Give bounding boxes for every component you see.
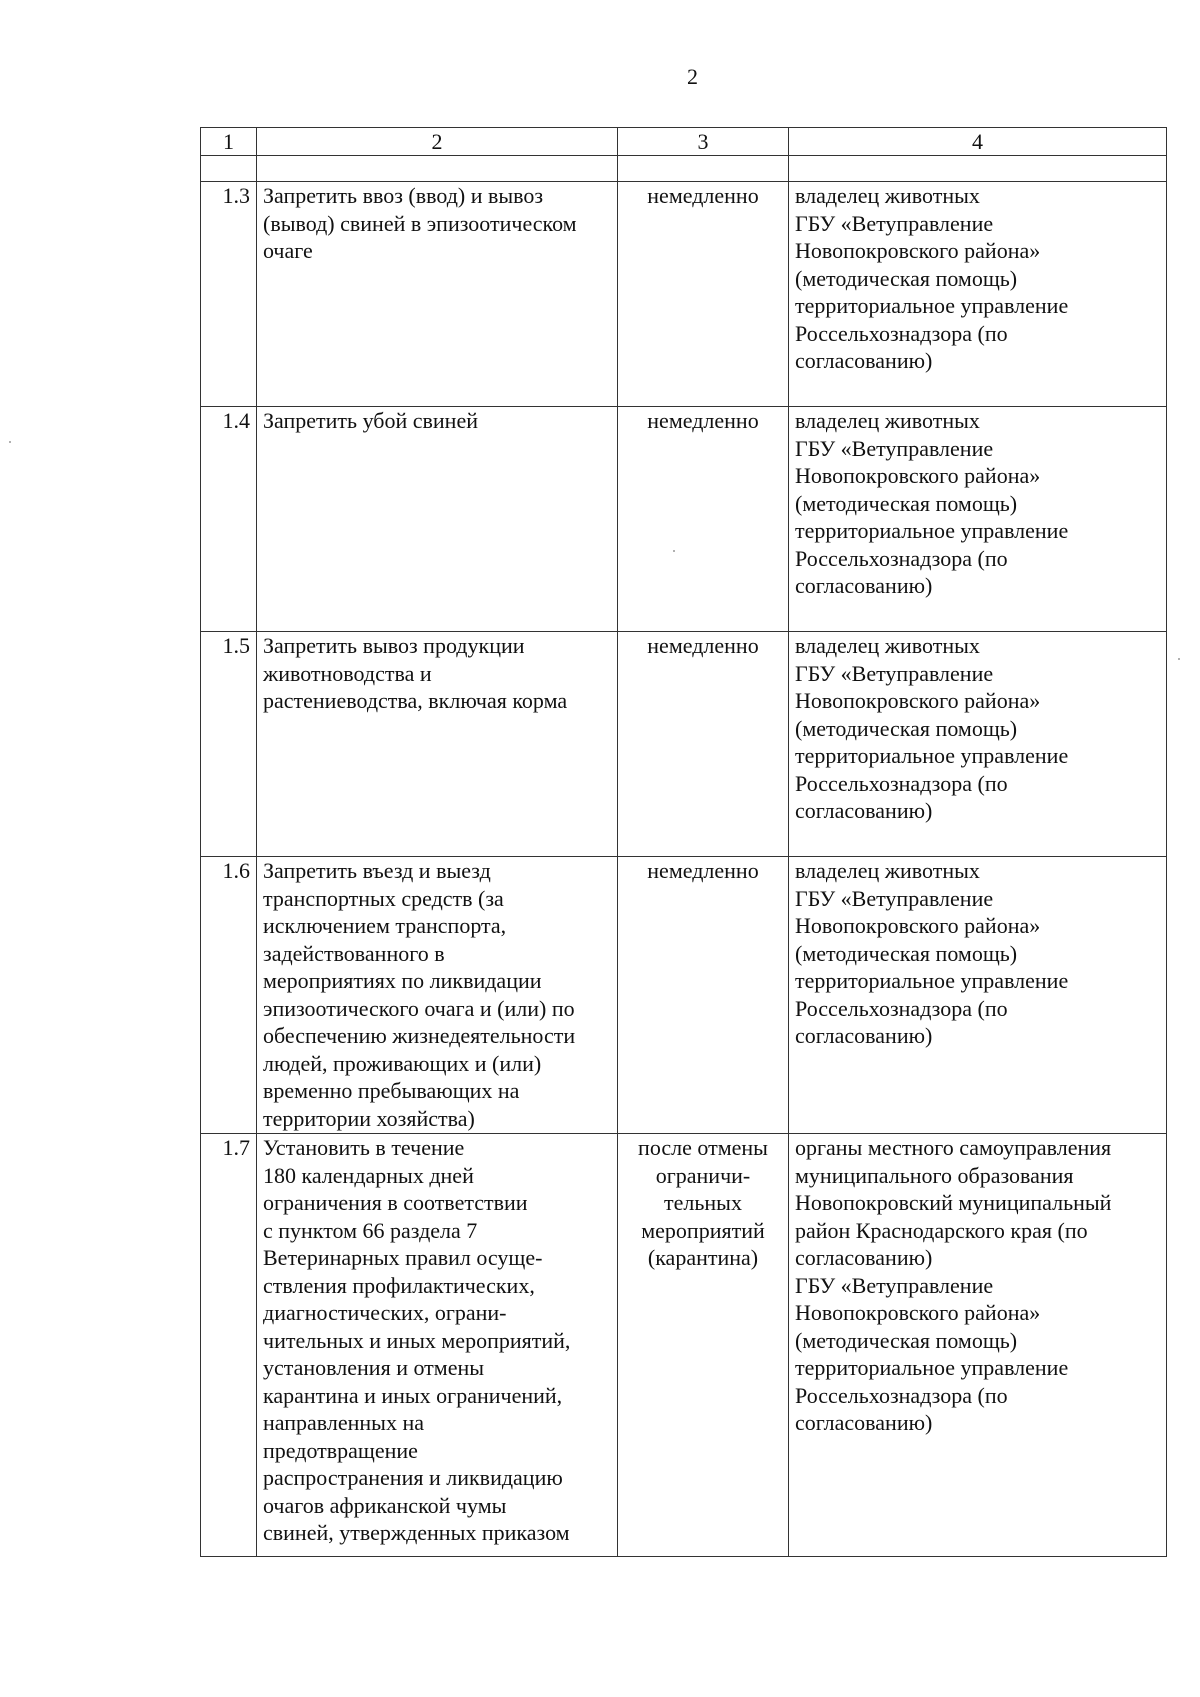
action-cell-line: ствления профилактических, <box>263 1272 535 1298</box>
action-cell-line: Ветеринарных правил осуще- <box>263 1245 543 1270</box>
header-col-1: 1 <box>201 128 257 156</box>
action-cell <box>257 857 618 1134</box>
responsible-cell-line: согласованию) <box>795 348 933 373</box>
responsible-cell-line: ГБУ «Ветуправление <box>795 435 994 461</box>
term-cell-line: после отмены <box>638 1135 768 1160</box>
header-col-4: 4 <box>789 128 1167 156</box>
action-cell <box>257 632 618 857</box>
responsible-cell-line: согласованию) <box>795 1410 933 1435</box>
term-cell <box>618 632 789 857</box>
responsible-cell-line: территориальное управление <box>795 968 1069 993</box>
header-col-3: 3 <box>618 128 789 156</box>
responsible-cell-line: владелец животных <box>795 408 980 433</box>
responsible-cell-line: ГБУ «Ветуправление <box>795 885 994 911</box>
action-cell-line: мероприятиях по ликвидации <box>263 968 542 993</box>
table-row <box>201 182 1167 407</box>
row-number: 1.5 <box>201 632 257 857</box>
spacer-row <box>201 156 1167 182</box>
term-cell-line: немедленно <box>647 183 759 208</box>
action-cell-line: установления и отмены <box>263 1355 485 1380</box>
responsible-cell-line: (методическая помощь) <box>795 940 1018 966</box>
responsible-cell-line: Россельхознадзора (по <box>795 545 1008 571</box>
action-cell-line: транспортных средств (за <box>263 885 504 911</box>
responsible-cell-line: ГБУ «Ветуправление <box>795 1272 994 1298</box>
action-cell-line: Запретить убой свиней <box>263 408 478 433</box>
action-cell-line: очагов африканской чумы <box>263 1492 507 1518</box>
header-row <box>201 128 1167 156</box>
action-cell-line: предотвращение <box>263 1437 418 1463</box>
term-cell-line: немедленно <box>647 408 759 433</box>
scan-speck <box>9 441 11 443</box>
header-col-2: 2 <box>257 128 618 156</box>
responsible-cell-line: ГБУ «Ветуправление <box>795 210 994 236</box>
responsible-cell-line: территориальное управление <box>795 518 1069 543</box>
responsible-cell-line: согласованию) <box>795 1023 933 1048</box>
action-cell-line: (вывод) свиней в эпизоотическом <box>263 210 577 236</box>
action-cell-line: карантина и иных ограничений, <box>263 1382 563 1408</box>
responsible-cell-line: Россельхознадзора (по <box>795 1382 1008 1408</box>
responsible-cell-line: Новопокровского района» <box>795 1300 1041 1325</box>
action-cell-line: распространения и ликвидацию <box>263 1465 563 1490</box>
action-cell-line: исключением транспорта, <box>263 913 507 938</box>
responsible-cell-line: Россельхознадзора (по <box>795 320 1008 346</box>
responsible-cell-line: владелец животных <box>795 183 980 208</box>
term-cell-line: тельных <box>664 1190 742 1215</box>
action-cell-line: людей, проживающих и (или) <box>263 1050 542 1076</box>
responsible-cell-line: согласованию) <box>795 1245 933 1270</box>
responsible-cell-line: территориальное управление <box>795 1355 1069 1380</box>
scan-speck <box>673 550 675 552</box>
responsible-cell-line: согласованию) <box>795 798 933 823</box>
action-cell-line: временно пребывающих на <box>263 1078 520 1103</box>
responsible-cell <box>789 1134 1167 1557</box>
responsible-cell-line: владелец животных <box>795 633 980 658</box>
term-cell <box>618 1134 789 1557</box>
responsible-cell <box>789 407 1167 632</box>
responsible-cell-line: ГБУ «Ветуправление <box>795 660 994 686</box>
action-cell-line: Установить в течение <box>263 1135 465 1160</box>
responsible-cell-line: владелец животных <box>795 858 980 883</box>
term-cell-line: немедленно <box>647 633 759 658</box>
action-cell <box>257 1134 618 1557</box>
measures-table <box>200 127 1167 1557</box>
responsible-cell-line: Новопокровского района» <box>795 238 1041 263</box>
responsible-cell <box>789 857 1167 1134</box>
term-cell-line: немедленно <box>647 858 759 883</box>
action-cell-line: территории хозяйства) <box>263 1105 475 1131</box>
responsible-cell-line: (методическая помощь) <box>795 490 1018 516</box>
term-cell <box>618 407 789 632</box>
responsible-cell-line: территориальное управление <box>795 293 1069 318</box>
table-row <box>201 857 1167 1134</box>
responsible-cell-line: согласованию) <box>795 573 933 598</box>
action-cell-line: Запретить ввоз (ввод) и вывоз <box>263 183 544 208</box>
table-row <box>201 1134 1167 1557</box>
responsible-cell-line: (методическая помощь) <box>795 1327 1018 1353</box>
responsible-cell-line: район Краснодарского края (по <box>795 1217 1088 1243</box>
table-row <box>201 407 1167 632</box>
action-cell-line: эпизоотического очага и (или) по <box>263 995 575 1021</box>
action-cell-line: задействованного в <box>263 940 445 966</box>
term-cell-line: (карантина) <box>647 1245 759 1270</box>
page-number: 2 <box>687 64 698 89</box>
responsible-cell-line: Россельхознадзора (по <box>795 995 1008 1021</box>
action-cell-line: очаге <box>263 238 313 263</box>
term-cell-line: мероприятий <box>641 1217 765 1243</box>
responsible-cell-line: (методическая помощь) <box>795 265 1018 291</box>
action-cell-line: Запретить вывоз продукции <box>263 633 525 658</box>
row-number: 1.3 <box>201 182 257 407</box>
action-cell-line: ограничения в соответствии <box>263 1190 528 1215</box>
responsible-cell <box>789 182 1167 407</box>
action-cell <box>257 407 618 632</box>
responsible-cell-line: муниципального образования <box>795 1162 1074 1188</box>
term-cell <box>618 857 789 1134</box>
term-cell-line: ограничи- <box>655 1162 751 1188</box>
action-cell-line: 180 календарных дней <box>263 1162 474 1188</box>
action-cell <box>257 182 618 407</box>
responsible-cell-line: органы местного самоуправления <box>795 1135 1112 1160</box>
responsible-cell-line: Россельхознадзора (по <box>795 770 1008 796</box>
responsible-cell <box>789 632 1167 857</box>
row-number: 1.4 <box>201 407 257 632</box>
action-cell-line: Запретить въезд и выезд <box>263 858 491 883</box>
table-row <box>201 632 1167 857</box>
action-cell-line: направленных на <box>263 1410 424 1435</box>
action-cell-line: обеспечению жизнедеятельности <box>263 1023 576 1048</box>
term-cell <box>618 182 789 407</box>
scan-speck <box>1178 658 1180 660</box>
action-cell-line: с пунктом 66 раздела 7 <box>263 1217 478 1243</box>
responsible-cell-line: Новопокровский муниципальный <box>795 1190 1112 1215</box>
action-cell-line: диагностических, ограни- <box>263 1300 507 1325</box>
responsible-cell-line: (методическая помощь) <box>795 715 1018 741</box>
action-cell-line: животноводства и <box>263 660 432 686</box>
row-number: 1.7 <box>201 1134 257 1557</box>
row-number: 1.6 <box>201 857 257 1134</box>
responsible-cell-line: Новопокровского района» <box>795 463 1041 488</box>
action-cell-line: растениеводства, включая корма <box>263 688 568 713</box>
responsible-cell-line: Новопокровского района» <box>795 913 1041 938</box>
responsible-cell-line: Новопокровского района» <box>795 688 1041 713</box>
responsible-cell-line: территориальное управление <box>795 743 1069 768</box>
action-cell-line: чительных и иных мероприятий, <box>263 1327 571 1353</box>
action-cell-line: свиней, утвержденных приказом <box>263 1520 570 1545</box>
